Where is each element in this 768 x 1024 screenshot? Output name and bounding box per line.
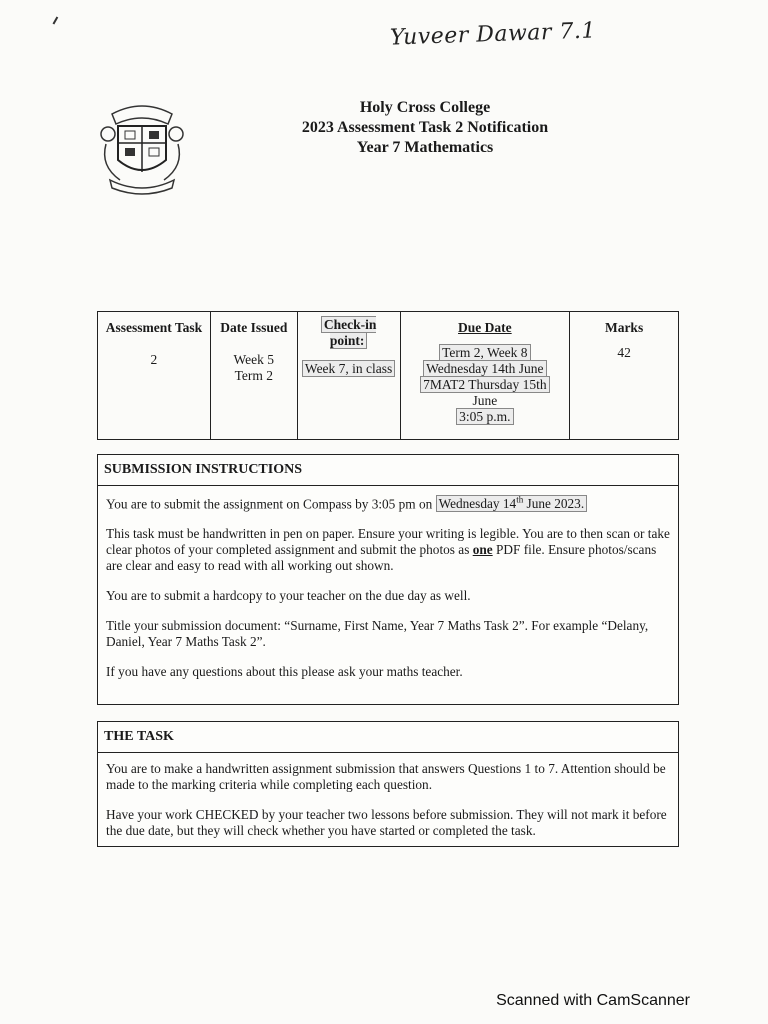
scanner-watermark: Scanned with CamScanner [496, 992, 690, 1009]
task-cell [98, 312, 211, 440]
submission-instructions-box [97, 454, 679, 705]
due-date-header: Due Date [458, 320, 512, 335]
task-body [98, 753, 678, 845]
marks-value: 42 [617, 345, 631, 360]
due-term-week: Term 2, Week 8 [439, 344, 530, 361]
pen-mark [53, 17, 64, 28]
task-number: 2 [150, 352, 158, 367]
date-issued-term: Term 2 [234, 368, 273, 383]
submission-title: SUBMISSION INSTRUCTIONS [98, 455, 678, 486]
submission-questions: If you have any questions about this please ask your maths teacher. [106, 664, 463, 680]
due-date-values [404, 345, 567, 425]
notification-title: 2023 Assessment Task 2 Notification [301, 119, 549, 136]
marks-header: Marks [604, 320, 644, 335]
task-title: THE TASK [98, 722, 678, 753]
school-crest-icon [98, 100, 186, 196]
submission-body [98, 486, 678, 686]
document-header [260, 98, 590, 158]
date-issued-header: Date Issued [220, 320, 288, 335]
submission-hardcopy: You are to submit a hardcopy to your teacher on the due day as well. [106, 588, 471, 604]
due-june: June [472, 393, 498, 408]
school-name: Holy Cross College [359, 99, 491, 116]
course-title: Year 7 Mathematics [356, 139, 494, 156]
assessment-info-table [97, 311, 679, 440]
checkin-header: Check-in point: [321, 316, 377, 349]
due-time: 3:05 p.m. [456, 408, 513, 425]
handwritten-name: Yuveer Dawar 7.1 [389, 18, 597, 51]
marks-cell [570, 312, 679, 440]
submission-title-format: Title your submission document: “Surname, First Name, Year 7 Maths Task 2”. For example “Delany, Daniel, Year 7 Maths Task 2”. [106, 618, 649, 650]
due-date-cell [400, 312, 570, 440]
due-7mat2: 7MAT2 Thursday 15th [420, 376, 550, 393]
checkin-value: Week 7, in class [302, 360, 395, 377]
submission-deadline: You are to submit the assignment on Compass by 3:05 pm on Wednesday 14th June 2023. [106, 492, 670, 512]
one-pdf-emphasis: one [472, 542, 493, 558]
task-paragraph-2: Have your work CHECKED by your teacher two lessons before submission. They will not mark it before the due date, but they will check whether you have started or completed the task. [106, 807, 667, 838]
task-header: Assessment Task [105, 320, 203, 335]
task-paragraph-1: You are to make a handwritten assignment submission that answers Questions 1 to 7. Attention should be made to the marking criteria while completing each question. [106, 761, 666, 792]
date-issued-cell [210, 312, 297, 440]
due-wednesday: Wednesday 14th June [423, 360, 546, 377]
submission-date-highlight: Wednesday 14th June 2023. [436, 495, 588, 512]
submission-format: This task must be handwritten in pen on paper. Ensure your writing is legible. You are to then scan or take clear photos of your completed assignment and submit the photos as one PDF file. Ensure photos/scans are clear and easy to read with all working out shown. [106, 526, 670, 574]
checkin-cell [297, 312, 400, 440]
date-issued-week: Week 5 [233, 352, 275, 367]
the-task-box [97, 721, 679, 847]
